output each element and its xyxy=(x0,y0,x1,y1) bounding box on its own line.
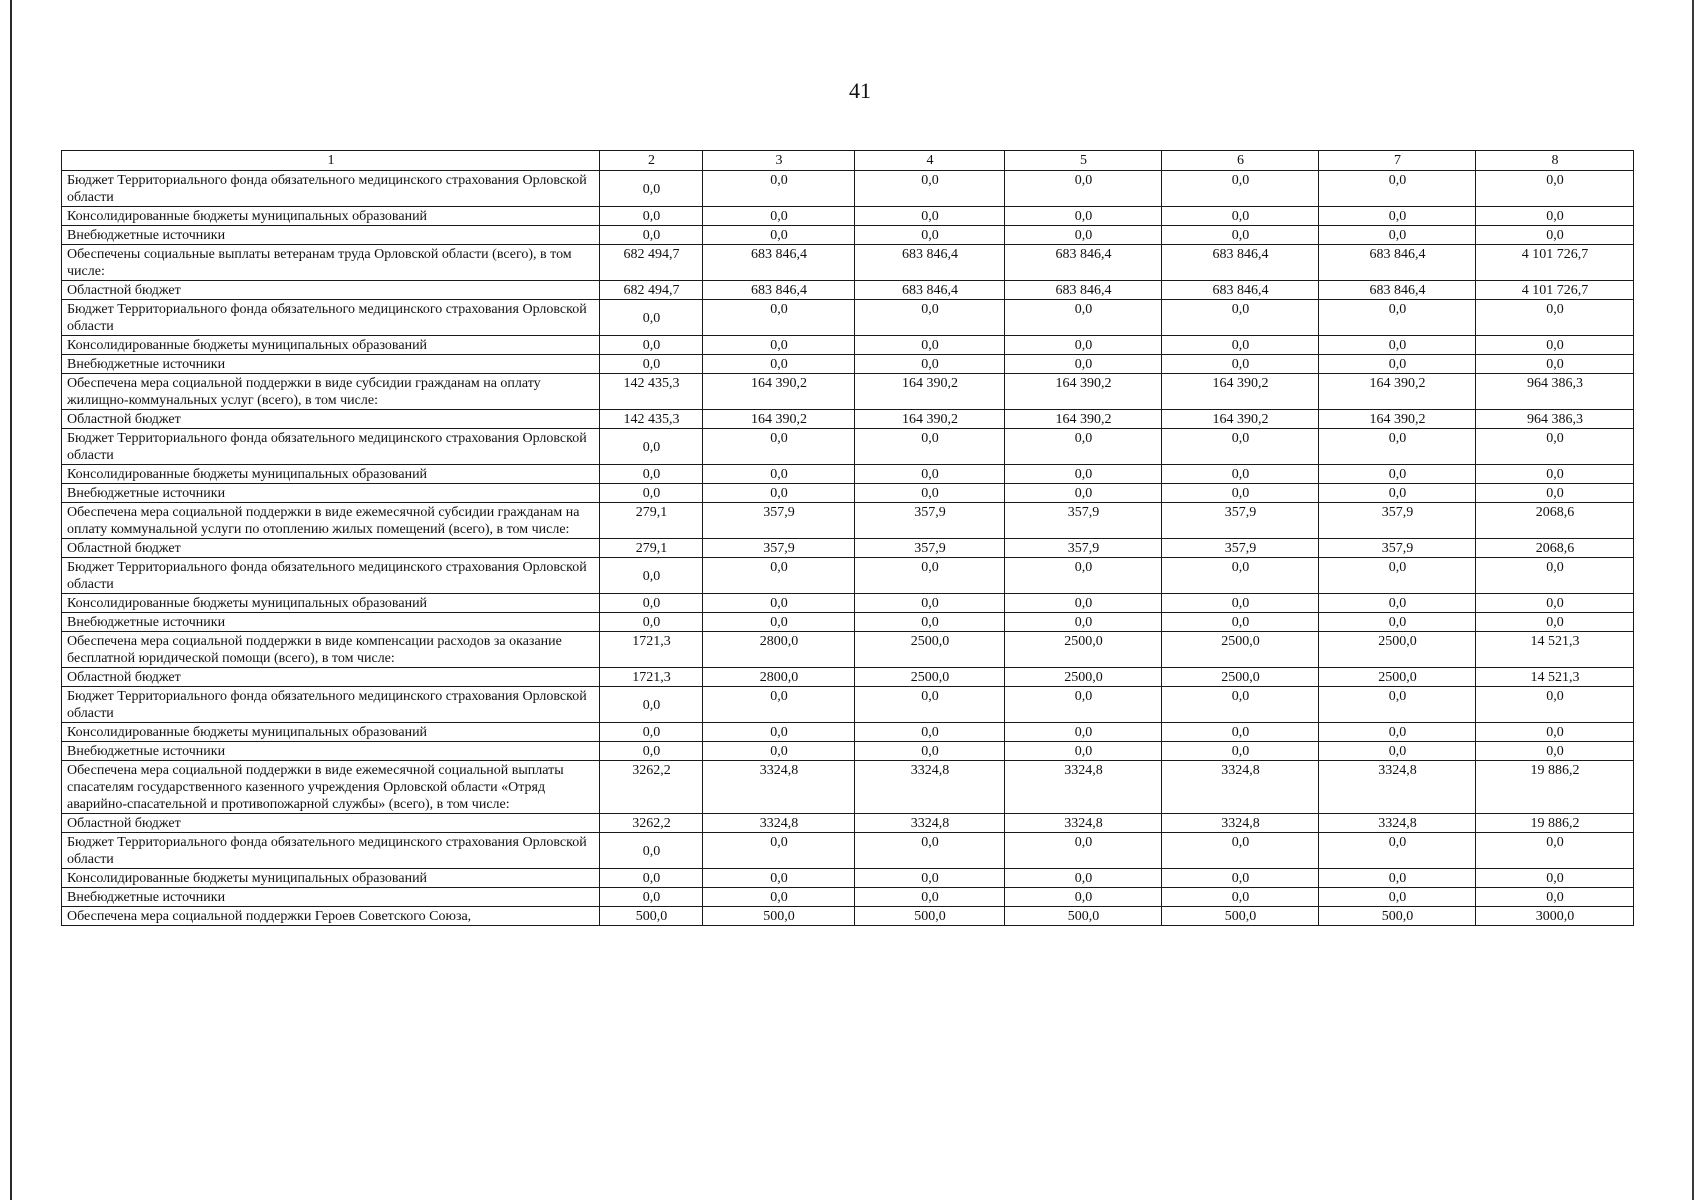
table-row xyxy=(62,429,1634,465)
value-cell-col-3: 0,0 xyxy=(703,300,855,336)
value-cell-col-4: 357,9 xyxy=(855,539,1005,558)
value-cell-col-6: 0,0 xyxy=(1162,687,1319,723)
value-cell-col-7: 0,0 xyxy=(1319,226,1476,245)
value-cell-col-5: 0,0 xyxy=(1005,429,1162,465)
row-label: Обеспечена мера социальной поддержки в виде ежемесячной субсидии гражданам на оплату коммунальной услуги по отоплению жилых помещений (всего), в том числе: xyxy=(62,503,600,539)
value-cell-col-2: 0,0 xyxy=(600,558,703,594)
row-label: Обеспечены социальные выплаты ветеранам труда Орловской области (всего), в том числе: xyxy=(62,245,600,281)
value-cell-col-3: 0,0 xyxy=(703,687,855,723)
table-header-row xyxy=(62,151,1634,171)
table-row xyxy=(62,465,1634,484)
value-cell-col-7: 3324,8 xyxy=(1319,761,1476,814)
value-cell-col-6: 3324,8 xyxy=(1162,814,1319,833)
header-cell: 5 xyxy=(1005,151,1162,171)
value-cell-col-2: 142 435,3 xyxy=(600,374,703,410)
value-cell-col-7: 0,0 xyxy=(1319,207,1476,226)
value-cell-col-5: 0,0 xyxy=(1005,484,1162,503)
value-cell-col-6: 0,0 xyxy=(1162,171,1319,207)
value-cell-col-2: 0,0 xyxy=(600,833,703,869)
value-cell-col-8: 3000,0 xyxy=(1476,907,1634,926)
value-cell-col-5: 683 846,4 xyxy=(1005,281,1162,300)
value-cell-col-4: 2500,0 xyxy=(855,668,1005,687)
value-cell-col-6: 164 390,2 xyxy=(1162,410,1319,429)
row-label: Внебюджетные источники xyxy=(62,355,600,374)
value-cell-col-6: 0,0 xyxy=(1162,465,1319,484)
table-row xyxy=(62,539,1634,558)
value-cell-col-3: 0,0 xyxy=(703,869,855,888)
table-row xyxy=(62,410,1634,429)
value-cell-col-3: 0,0 xyxy=(703,171,855,207)
value-cell-col-4: 0,0 xyxy=(855,226,1005,245)
value-cell-col-5: 683 846,4 xyxy=(1005,245,1162,281)
table-row xyxy=(62,503,1634,539)
table-row xyxy=(62,484,1634,503)
value-cell-col-8: 2068,6 xyxy=(1476,539,1634,558)
value-cell-col-2: 682 494,7 xyxy=(600,281,703,300)
table-row xyxy=(62,814,1634,833)
value-cell-col-8: 0,0 xyxy=(1476,207,1634,226)
value-cell-col-7: 0,0 xyxy=(1319,613,1476,632)
value-cell-col-8: 0,0 xyxy=(1476,833,1634,869)
row-label: Бюджет Территориального фонда обязательного медицинского страхования Орловской области xyxy=(62,558,600,594)
value-cell-col-2: 0,0 xyxy=(600,429,703,465)
value-cell-col-3: 0,0 xyxy=(703,355,855,374)
value-cell-col-6: 683 846,4 xyxy=(1162,245,1319,281)
value-cell-col-7: 0,0 xyxy=(1319,465,1476,484)
value-cell-col-7: 500,0 xyxy=(1319,907,1476,926)
value-cell-col-5: 3324,8 xyxy=(1005,814,1162,833)
value-cell-col-2: 279,1 xyxy=(600,539,703,558)
table-row xyxy=(62,613,1634,632)
table-row xyxy=(62,281,1634,300)
value-cell-col-6: 2500,0 xyxy=(1162,668,1319,687)
value-cell-col-8: 4 101 726,7 xyxy=(1476,245,1634,281)
value-cell-col-5: 0,0 xyxy=(1005,300,1162,336)
value-cell-col-5: 0,0 xyxy=(1005,888,1162,907)
row-label: Внебюджетные источники xyxy=(62,484,600,503)
row-label: Консолидированные бюджеты муниципальных образований xyxy=(62,723,600,742)
value-cell-col-8: 0,0 xyxy=(1476,300,1634,336)
value-cell-col-5: 357,9 xyxy=(1005,539,1162,558)
value-cell-col-3: 0,0 xyxy=(703,484,855,503)
value-cell-col-4: 0,0 xyxy=(855,613,1005,632)
value-cell-col-6: 0,0 xyxy=(1162,833,1319,869)
value-cell-col-8: 0,0 xyxy=(1476,869,1634,888)
value-cell-col-5: 0,0 xyxy=(1005,613,1162,632)
value-cell-col-6: 3324,8 xyxy=(1162,761,1319,814)
value-cell-col-3: 357,9 xyxy=(703,503,855,539)
page-number: 41 xyxy=(849,78,871,103)
value-cell-col-5: 2500,0 xyxy=(1005,668,1162,687)
table-row xyxy=(62,594,1634,613)
value-cell-col-5: 0,0 xyxy=(1005,742,1162,761)
header-cell: 8 xyxy=(1476,151,1634,171)
value-cell-col-2: 0,0 xyxy=(600,613,703,632)
header-cell: 3 xyxy=(703,151,855,171)
value-cell-col-2: 0,0 xyxy=(600,465,703,484)
value-cell-col-6: 2500,0 xyxy=(1162,632,1319,668)
value-cell-col-2: 3262,2 xyxy=(600,761,703,814)
value-cell-col-4: 0,0 xyxy=(855,833,1005,869)
value-cell-col-6: 0,0 xyxy=(1162,355,1319,374)
value-cell-col-8: 0,0 xyxy=(1476,687,1634,723)
value-cell-col-2: 142 435,3 xyxy=(600,410,703,429)
value-cell-col-2: 0,0 xyxy=(600,171,703,207)
value-cell-col-4: 0,0 xyxy=(855,465,1005,484)
table-row xyxy=(62,632,1634,668)
value-cell-col-2: 500,0 xyxy=(600,907,703,926)
value-cell-col-3: 0,0 xyxy=(703,558,855,594)
value-cell-col-4: 0,0 xyxy=(855,723,1005,742)
value-cell-col-7: 0,0 xyxy=(1319,484,1476,503)
value-cell-col-3: 0,0 xyxy=(703,336,855,355)
value-cell-col-6: 0,0 xyxy=(1162,226,1319,245)
value-cell-col-7: 0,0 xyxy=(1319,336,1476,355)
value-cell-col-7: 164 390,2 xyxy=(1319,410,1476,429)
row-label: Бюджет Территориального фонда обязательного медицинского страхования Орловской области xyxy=(62,171,600,207)
value-cell-col-8: 0,0 xyxy=(1476,484,1634,503)
row-label: Обеспечена мера социальной поддержки в виде субсидии гражданам на оплату жилищно-коммунальных услуг (всего), в том числе: xyxy=(62,374,600,410)
value-cell-col-5: 0,0 xyxy=(1005,869,1162,888)
value-cell-col-4: 3324,8 xyxy=(855,761,1005,814)
table-row xyxy=(62,207,1634,226)
value-cell-col-6: 0,0 xyxy=(1162,869,1319,888)
value-cell-col-8: 0,0 xyxy=(1476,742,1634,761)
value-cell-col-5: 357,9 xyxy=(1005,503,1162,539)
value-cell-col-4: 0,0 xyxy=(855,171,1005,207)
value-cell-col-5: 0,0 xyxy=(1005,594,1162,613)
value-cell-col-2: 0,0 xyxy=(600,484,703,503)
value-cell-col-5: 0,0 xyxy=(1005,207,1162,226)
table-row xyxy=(62,742,1634,761)
header-cell: 7 xyxy=(1319,151,1476,171)
budget-table xyxy=(61,150,1634,926)
value-cell-col-6: 0,0 xyxy=(1162,484,1319,503)
value-cell-col-6: 0,0 xyxy=(1162,207,1319,226)
value-cell-col-4: 0,0 xyxy=(855,336,1005,355)
value-cell-col-2: 0,0 xyxy=(600,869,703,888)
table-row xyxy=(62,761,1634,814)
row-label: Консолидированные бюджеты муниципальных образований xyxy=(62,869,600,888)
value-cell-col-8: 964 386,3 xyxy=(1476,374,1634,410)
table-row xyxy=(62,171,1634,207)
value-cell-col-8: 964 386,3 xyxy=(1476,410,1634,429)
value-cell-col-2: 0,0 xyxy=(600,355,703,374)
row-label: Внебюджетные источники xyxy=(62,742,600,761)
value-cell-col-7: 2500,0 xyxy=(1319,632,1476,668)
value-cell-col-7: 0,0 xyxy=(1319,723,1476,742)
row-label: Бюджет Территориального фонда обязательного медицинского страхования Орловской области xyxy=(62,687,600,723)
row-label: Областной бюджет xyxy=(62,410,600,429)
value-cell-col-6: 357,9 xyxy=(1162,539,1319,558)
value-cell-col-3: 3324,8 xyxy=(703,814,855,833)
value-cell-col-4: 683 846,4 xyxy=(855,281,1005,300)
value-cell-col-4: 0,0 xyxy=(855,687,1005,723)
table-row xyxy=(62,869,1634,888)
value-cell-col-2: 0,0 xyxy=(600,300,703,336)
table-row xyxy=(62,245,1634,281)
value-cell-col-7: 164 390,2 xyxy=(1319,374,1476,410)
value-cell-col-5: 0,0 xyxy=(1005,723,1162,742)
value-cell-col-7: 683 846,4 xyxy=(1319,281,1476,300)
value-cell-col-8: 0,0 xyxy=(1476,336,1634,355)
value-cell-col-2: 1721,3 xyxy=(600,668,703,687)
value-cell-col-8: 0,0 xyxy=(1476,613,1634,632)
table-row xyxy=(62,336,1634,355)
value-cell-col-2: 1721,3 xyxy=(600,632,703,668)
value-cell-col-6: 0,0 xyxy=(1162,336,1319,355)
value-cell-col-2: 279,1 xyxy=(600,503,703,539)
value-cell-col-8: 14 521,3 xyxy=(1476,632,1634,668)
value-cell-col-3: 0,0 xyxy=(703,613,855,632)
table-row xyxy=(62,355,1634,374)
value-cell-col-2: 0,0 xyxy=(600,723,703,742)
row-label: Областной бюджет xyxy=(62,281,600,300)
value-cell-col-8: 14 521,3 xyxy=(1476,668,1634,687)
value-cell-col-6: 0,0 xyxy=(1162,613,1319,632)
value-cell-col-3: 683 846,4 xyxy=(703,281,855,300)
value-cell-col-4: 0,0 xyxy=(855,207,1005,226)
value-cell-col-7: 0,0 xyxy=(1319,687,1476,723)
value-cell-col-5: 164 390,2 xyxy=(1005,374,1162,410)
value-cell-col-7: 357,9 xyxy=(1319,539,1476,558)
value-cell-col-2: 0,0 xyxy=(600,742,703,761)
table-row xyxy=(62,668,1634,687)
row-label: Бюджет Территориального фонда обязательного медицинского страхования Орловской области xyxy=(62,300,600,336)
table-row xyxy=(62,888,1634,907)
table-row xyxy=(62,723,1634,742)
value-cell-col-7: 0,0 xyxy=(1319,355,1476,374)
value-cell-col-5: 164 390,2 xyxy=(1005,410,1162,429)
value-cell-col-3: 0,0 xyxy=(703,723,855,742)
row-label: Консолидированные бюджеты муниципальных образований xyxy=(62,465,600,484)
value-cell-col-6: 0,0 xyxy=(1162,429,1319,465)
value-cell-col-3: 0,0 xyxy=(703,226,855,245)
value-cell-col-8: 0,0 xyxy=(1476,171,1634,207)
value-cell-col-4: 164 390,2 xyxy=(855,410,1005,429)
value-cell-col-5: 3324,8 xyxy=(1005,761,1162,814)
value-cell-col-3: 0,0 xyxy=(703,742,855,761)
row-label: Областной бюджет xyxy=(62,668,600,687)
value-cell-col-4: 0,0 xyxy=(855,594,1005,613)
value-cell-col-4: 0,0 xyxy=(855,742,1005,761)
value-cell-col-5: 0,0 xyxy=(1005,226,1162,245)
value-cell-col-4: 683 846,4 xyxy=(855,245,1005,281)
value-cell-col-6: 0,0 xyxy=(1162,888,1319,907)
value-cell-col-2: 0,0 xyxy=(600,594,703,613)
row-label: Бюджет Территориального фонда обязательного медицинского страхования Орловской области xyxy=(62,833,600,869)
value-cell-col-5: 2500,0 xyxy=(1005,632,1162,668)
value-cell-col-2: 0,0 xyxy=(600,207,703,226)
table-row xyxy=(62,907,1634,926)
value-cell-col-4: 0,0 xyxy=(855,558,1005,594)
value-cell-col-8: 0,0 xyxy=(1476,226,1634,245)
value-cell-col-5: 0,0 xyxy=(1005,558,1162,594)
value-cell-col-4: 0,0 xyxy=(855,429,1005,465)
value-cell-col-6: 357,9 xyxy=(1162,503,1319,539)
value-cell-col-7: 0,0 xyxy=(1319,742,1476,761)
value-cell-col-4: 0,0 xyxy=(855,888,1005,907)
value-cell-col-7: 0,0 xyxy=(1319,888,1476,907)
table-row xyxy=(62,833,1634,869)
value-cell-col-7: 0,0 xyxy=(1319,833,1476,869)
value-cell-col-3: 500,0 xyxy=(703,907,855,926)
value-cell-col-4: 164 390,2 xyxy=(855,374,1005,410)
value-cell-col-3: 2800,0 xyxy=(703,668,855,687)
header-cell: 6 xyxy=(1162,151,1319,171)
table-row xyxy=(62,374,1634,410)
value-cell-col-4: 2500,0 xyxy=(855,632,1005,668)
value-cell-col-3: 3324,8 xyxy=(703,761,855,814)
value-cell-col-3: 0,0 xyxy=(703,594,855,613)
value-cell-col-6: 0,0 xyxy=(1162,558,1319,594)
value-cell-col-8: 0,0 xyxy=(1476,558,1634,594)
header-cell: 2 xyxy=(600,151,703,171)
value-cell-col-3: 2800,0 xyxy=(703,632,855,668)
value-cell-col-6: 0,0 xyxy=(1162,594,1319,613)
value-cell-col-7: 0,0 xyxy=(1319,300,1476,336)
value-cell-col-7: 0,0 xyxy=(1319,429,1476,465)
value-cell-col-3: 683 846,4 xyxy=(703,245,855,281)
value-cell-col-7: 0,0 xyxy=(1319,594,1476,613)
row-label: Консолидированные бюджеты муниципальных образований xyxy=(62,207,600,226)
value-cell-col-6: 0,0 xyxy=(1162,723,1319,742)
value-cell-col-3: 164 390,2 xyxy=(703,374,855,410)
value-cell-col-3: 0,0 xyxy=(703,429,855,465)
value-cell-col-4: 500,0 xyxy=(855,907,1005,926)
value-cell-col-4: 357,9 xyxy=(855,503,1005,539)
value-cell-col-8: 4 101 726,7 xyxy=(1476,281,1634,300)
row-label: Внебюджетные источники xyxy=(62,888,600,907)
value-cell-col-7: 0,0 xyxy=(1319,869,1476,888)
value-cell-col-5: 0,0 xyxy=(1005,355,1162,374)
value-cell-col-5: 0,0 xyxy=(1005,833,1162,869)
table-row xyxy=(62,226,1634,245)
value-cell-col-6: 0,0 xyxy=(1162,300,1319,336)
value-cell-col-7: 3324,8 xyxy=(1319,814,1476,833)
row-label: Обеспечена мера социальной поддержки в виде компенсации расходов за оказание бесплатной юридической помощи (всего), в том числе: xyxy=(62,632,600,668)
row-label: Бюджет Территориального фонда обязательного медицинского страхования Орловской области xyxy=(62,429,600,465)
value-cell-col-8: 0,0 xyxy=(1476,594,1634,613)
value-cell-col-8: 2068,6 xyxy=(1476,503,1634,539)
budget-table-container xyxy=(61,150,1633,926)
value-cell-col-4: 0,0 xyxy=(855,300,1005,336)
value-cell-col-3: 0,0 xyxy=(703,888,855,907)
value-cell-col-2: 0,0 xyxy=(600,226,703,245)
value-cell-col-3: 0,0 xyxy=(703,465,855,484)
header-cell: 1 xyxy=(62,151,600,171)
row-label: Областной бюджет xyxy=(62,539,600,558)
value-cell-col-4: 3324,8 xyxy=(855,814,1005,833)
value-cell-col-3: 357,9 xyxy=(703,539,855,558)
table-row xyxy=(62,300,1634,336)
row-label: Обеспечена мера социальной поддержки Героев Советского Союза, xyxy=(62,907,600,926)
value-cell-col-8: 0,0 xyxy=(1476,465,1634,484)
value-cell-col-8: 0,0 xyxy=(1476,429,1634,465)
value-cell-col-2: 0,0 xyxy=(600,336,703,355)
value-cell-col-3: 0,0 xyxy=(703,207,855,226)
value-cell-col-7: 2500,0 xyxy=(1319,668,1476,687)
value-cell-col-7: 683 846,4 xyxy=(1319,245,1476,281)
table-row xyxy=(62,558,1634,594)
value-cell-col-6: 683 846,4 xyxy=(1162,281,1319,300)
value-cell-col-7: 0,0 xyxy=(1319,558,1476,594)
value-cell-col-7: 357,9 xyxy=(1319,503,1476,539)
row-label: Внебюджетные источники xyxy=(62,226,600,245)
value-cell-col-7: 0,0 xyxy=(1319,171,1476,207)
value-cell-col-5: 0,0 xyxy=(1005,687,1162,723)
scan-edge-right xyxy=(1692,0,1694,1200)
row-label: Областной бюджет xyxy=(62,814,600,833)
value-cell-col-8: 19 886,2 xyxy=(1476,814,1634,833)
value-cell-col-2: 682 494,7 xyxy=(600,245,703,281)
value-cell-col-5: 0,0 xyxy=(1005,171,1162,207)
value-cell-col-6: 164 390,2 xyxy=(1162,374,1319,410)
value-cell-col-5: 0,0 xyxy=(1005,336,1162,355)
value-cell-col-6: 500,0 xyxy=(1162,907,1319,926)
row-label: Обеспечена мера социальной поддержки в виде ежемесячной социальной выплаты спасателям государственного казенного учреждения Орловской области «Отряд аварийно-спасательной и противопожарной службы» (всего), в том числе: xyxy=(62,761,600,814)
value-cell-col-5: 0,0 xyxy=(1005,465,1162,484)
value-cell-col-4: 0,0 xyxy=(855,355,1005,374)
row-label: Консолидированные бюджеты муниципальных образований xyxy=(62,336,600,355)
value-cell-col-8: 19 886,2 xyxy=(1476,761,1634,814)
value-cell-col-4: 0,0 xyxy=(855,484,1005,503)
row-label: Внебюджетные источники xyxy=(62,613,600,632)
value-cell-col-8: 0,0 xyxy=(1476,723,1634,742)
scan-edge-left xyxy=(10,0,12,1200)
value-cell-col-2: 0,0 xyxy=(600,888,703,907)
value-cell-col-8: 0,0 xyxy=(1476,888,1634,907)
value-cell-col-2: 3262,2 xyxy=(600,814,703,833)
row-label: Консолидированные бюджеты муниципальных образований xyxy=(62,594,600,613)
value-cell-col-8: 0,0 xyxy=(1476,355,1634,374)
value-cell-col-6: 0,0 xyxy=(1162,742,1319,761)
value-cell-col-5: 500,0 xyxy=(1005,907,1162,926)
value-cell-col-4: 0,0 xyxy=(855,869,1005,888)
value-cell-col-3: 0,0 xyxy=(703,833,855,869)
value-cell-col-3: 164 390,2 xyxy=(703,410,855,429)
value-cell-col-2: 0,0 xyxy=(600,687,703,723)
header-cell: 4 xyxy=(855,151,1005,171)
table-row xyxy=(62,687,1634,723)
